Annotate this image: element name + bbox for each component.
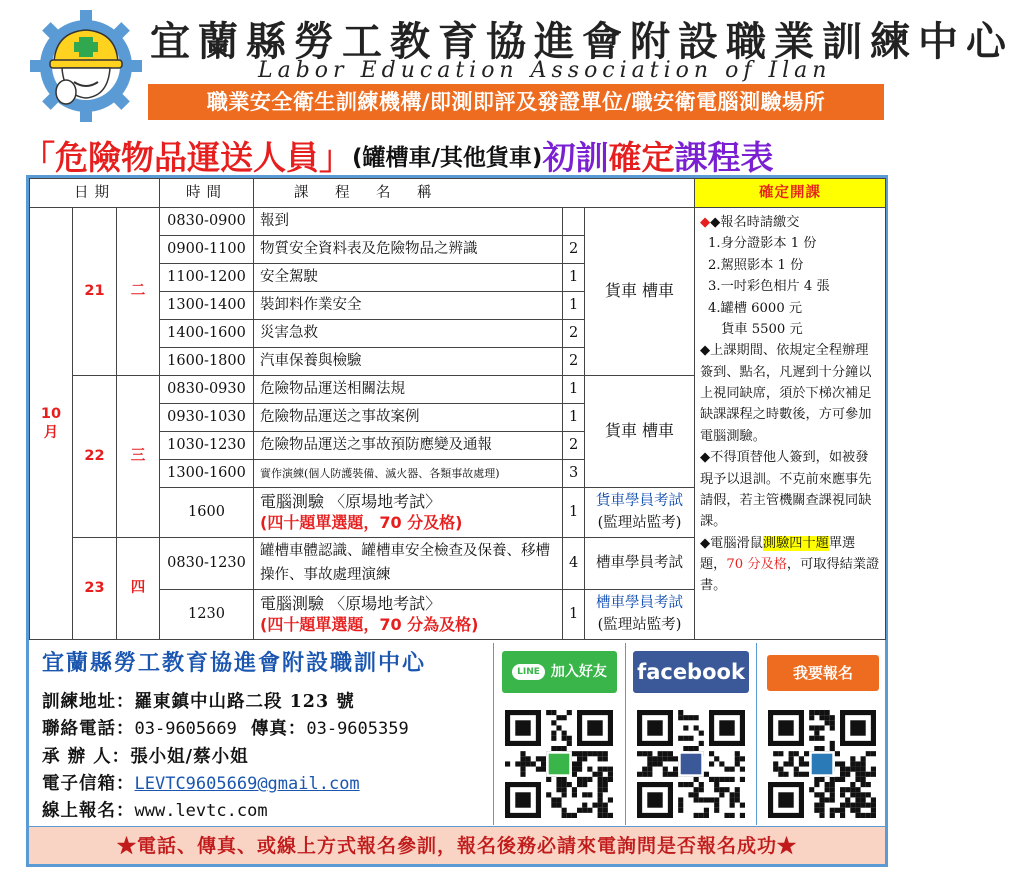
vehicle-type-21: 貨車 槽車 <box>585 208 695 376</box>
course-cell: 電腦測驗 〈原場地考試〉 (四十題單選題，70 分及格) <box>254 488 563 538</box>
time-cell: 1300-1600 <box>160 460 254 488</box>
title-schedule: 課程表 <box>674 138 774 177</box>
hours-cell: 1 <box>563 404 585 432</box>
day-21-date: 21 <box>73 208 117 376</box>
hours-cell: 2 <box>563 236 585 264</box>
time-cell: 0900-1100 <box>160 236 254 264</box>
title-confirmed: 確定 <box>608 138 675 177</box>
course-cell: 裝卸料作業安全 <box>254 292 563 320</box>
org-name-english: Labor Education Association of Ilan <box>258 58 832 83</box>
vehicle-type-22: 貨車 槽車 <box>585 376 695 488</box>
time-cell: 1300-1400 <box>160 292 254 320</box>
facebook-button[interactable]: facebook <box>633 651 749 693</box>
note-attendance: ◆上課期間、依規定全程辦理簽到、點名，凡遲到十分鐘以上視同缺席，須於下梯次補足缺課課程之時數後，方可參加電腦測驗。 <box>700 343 872 444</box>
hours-cell: 3 <box>563 460 585 488</box>
course-cell: 實作演練(個人防護裝備、滅火器、各類事故處理) <box>254 460 563 488</box>
hours-cell: 4 <box>563 538 585 590</box>
hours-cell: 1 <box>563 590 585 640</box>
hours-cell: 2 <box>563 348 585 376</box>
time-cell: 1400-1600 <box>160 320 254 348</box>
note-item: 1.身分證影本 1 份 <box>708 236 817 252</box>
note-register-docs: ◆報名時請繳交 <box>710 215 800 230</box>
course-cell: 罐槽車體認識、罐槽車安全檢查及保養、移槽操作、事故處理演練 <box>254 538 563 590</box>
web-line: 線上報名：www.levtc.com <box>42 801 268 821</box>
contact-person-line: 承 辦 人：張小姐/蔡小姐 <box>42 747 249 767</box>
time-cell: 1600 <box>160 488 254 538</box>
header-course: 課 程 名 稱 <box>254 179 695 208</box>
exam-note: 槽車學員考試 (監理站監考) <box>585 590 695 640</box>
subtitle-bar: 職業安全衛生訓練機構/即測即評及發證單位/職安衛電腦測驗場所 <box>148 84 884 120</box>
note-exam: ◆電腦滑鼠測驗四十題單選題，70 分及格，可取得結業證書。 <box>700 535 880 594</box>
time-cell: 0830-0930 <box>160 376 254 404</box>
divider <box>756 643 757 825</box>
header-open-confirmed: 確定開課 <box>695 179 886 208</box>
divider <box>625 643 626 825</box>
title-main: 「危險物品運送人員」 <box>22 138 352 177</box>
footer-title: 宜蘭縣勞工教育協進會附設職訓中心 <box>42 650 427 676</box>
time-cell: 0830-1230 <box>160 538 254 590</box>
hours-cell: 1 <box>563 264 585 292</box>
website-link[interactable]: www.levtc.com <box>134 801 268 821</box>
exam-note: 槽車學員考試 <box>585 538 695 590</box>
time-cell: 1230 <box>160 590 254 640</box>
phone-line: 聯絡電話：03-9605669 傳真：03-9605359 <box>42 719 409 739</box>
note-item: 2.駕照影本 1 份 <box>708 257 804 273</box>
logo-helmet-icon <box>30 10 142 122</box>
hours-cell <box>563 208 585 236</box>
hours-cell: 1 <box>563 376 585 404</box>
bottom-notice: ★電話、傳真、或線上方式報名參訓，報名後務必請來電詢問是否報名成功★ <box>29 826 885 864</box>
course-cell: 報到 <box>254 208 563 236</box>
course-cell: 汽車保養與檢驗 <box>254 348 563 376</box>
register-button[interactable]: 我要報名 <box>767 655 879 691</box>
day-23-date: 23 <box>73 538 117 640</box>
time-cell: 1100-1200 <box>160 264 254 292</box>
email-link[interactable]: LEVTC9605669@gmail.com <box>134 774 360 794</box>
time-cell: 1600-1800 <box>160 348 254 376</box>
schedule-table <box>29 178 886 640</box>
day-22-date: 22 <box>73 376 117 538</box>
course-cell: 物質安全資料表及危險物品之辨識 <box>254 236 563 264</box>
day-23-weekday: 四 <box>117 538 160 640</box>
notes-panel: ◆◆報名時請繳交 1.身分證影本 1 份 2.駕照影本 1 份 3.一吋彩色相片 4 張 4.罐槽 6000 元 貨車 5500 元 ◆上課期間、依規定全程辦理簽到、點名，凡遲到十分鐘以上視同缺席，須於下梯次補足缺課課程之時數後，方可參加電腦測驗。 ◆不得頂替他人簽到，如被發現予以退訓。不克前來應事先請假，若主管機關查課視同缺課。 ◆電腦滑鼠測驗四十題單選題，70 分及格，可取得結業證書。 <box>695 208 886 640</box>
time-cell: 0930-1030 <box>160 404 254 432</box>
header-time: 時間 <box>160 179 254 208</box>
day-21-weekday: 二 <box>117 208 160 376</box>
hours-cell: 1 <box>563 292 585 320</box>
hours-cell: 1 <box>563 488 585 538</box>
title-initial: 初訓 <box>542 138 609 177</box>
register-qr-code-icon[interactable] <box>768 710 876 818</box>
hours-cell: 2 <box>563 320 585 348</box>
hours-cell: 2 <box>563 432 585 460</box>
page-title <box>22 132 902 176</box>
org-name-chinese: 宜蘭縣勞工教育協進會附設職業訓練中心 <box>150 18 1014 65</box>
table-header-row <box>30 179 886 208</box>
title-sub: (罐槽車/其他貨車) <box>352 145 543 171</box>
note-no-proxy: ◆不得頂替他人簽到，如被發現予以退訓。不克前來應事先請假，若主管機關查課視同缺課。 <box>700 450 872 530</box>
exam-note: 貨車學員考試 (監理站監考) <box>585 488 695 538</box>
table-row <box>30 208 886 236</box>
line-icon: LINE <box>512 664 545 680</box>
note-item: 3.一吋彩色相片 4 張 <box>708 279 830 295</box>
time-cell: 1030-1230 <box>160 432 254 460</box>
course-cell: 危險物品運送之事故案例 <box>254 404 563 432</box>
note-item: 4.罐槽 6000 元 <box>708 300 803 316</box>
course-cell: 危險物品運送相關法規 <box>254 376 563 404</box>
line-add-friend-button[interactable]: LINE 加入好友 <box>502 651 617 693</box>
course-cell: 安全駕駛 <box>254 264 563 292</box>
course-cell: 災害急救 <box>254 320 563 348</box>
day-22-weekday: 三 <box>117 376 160 538</box>
month-cell: 10月 <box>30 208 73 640</box>
facebook-qr-code-icon[interactable] <box>637 710 745 818</box>
course-cell: 電腦測驗 〈原場地考試〉 (四十題單選題，70 分為及格) <box>254 590 563 640</box>
time-cell: 0830-0900 <box>160 208 254 236</box>
address-line: 訓練地址：羅東鎮中山路二段 123 號 <box>42 692 355 712</box>
line-qr-code-icon[interactable] <box>505 710 613 818</box>
email-line: 電子信箱：LEVTC9605669@gmail.com <box>42 774 360 794</box>
header-date: 日期 <box>30 179 160 208</box>
course-cell: 危險物品運送之事故預防應變及通報 <box>254 432 563 460</box>
note-item: 貨車 5500 元 <box>708 321 803 337</box>
